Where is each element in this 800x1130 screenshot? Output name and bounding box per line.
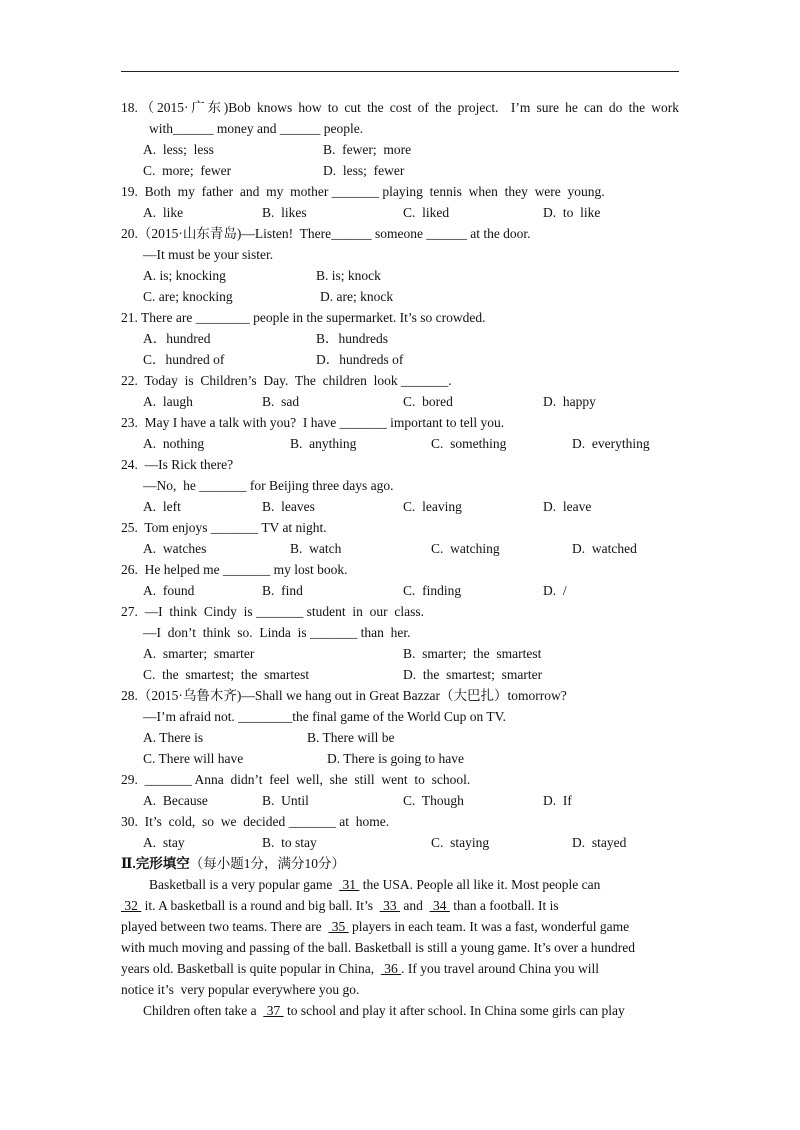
q26-stem: 26. He helped me _______ my lost book.	[121, 562, 348, 577]
q24-stem: 24. —Is Rick there?	[121, 457, 234, 472]
passage-text: to school and play it after school. In China some girls can play	[283, 1003, 625, 1018]
passage-line-7	[143, 1002, 625, 1020]
q27-option-a[interactable]: A. smarter; smarter	[143, 646, 255, 661]
blank-33[interactable]: 33	[379, 898, 400, 913]
q26-option-d[interactable]: D. /	[543, 583, 567, 598]
q26-option-c[interactable]: C. finding	[403, 583, 462, 598]
q18-stem-cont: with______ money and ______ people.	[149, 121, 364, 136]
q23-option-b[interactable]: B. anything	[290, 436, 357, 451]
passage-text: played between two teams. There are	[121, 919, 326, 934]
q25-option-c[interactable]: C. watching	[431, 541, 500, 556]
passage-line-2	[121, 897, 559, 915]
blank-36[interactable]: 36	[380, 961, 402, 976]
passage-line-6: notice it’s very popular everywhere you go.	[121, 982, 360, 997]
q23-option-a[interactable]: A. nothing	[143, 436, 205, 451]
q23-option-c[interactable]: C. something	[431, 436, 507, 451]
q30-stem: 30. It’s cold, so we decided _______ at home.	[121, 814, 390, 829]
q21-option-d[interactable]: D．hundreds of	[316, 352, 404, 367]
passage-text: Children often take a	[143, 1003, 260, 1018]
q22-option-d[interactable]: D. happy	[543, 394, 596, 409]
passage-text: it. A basketball is a round and big ball. It’s	[141, 898, 377, 913]
q28-option-a[interactable]: A. There is	[143, 730, 204, 745]
q30-option-c[interactable]: C. staying	[431, 835, 490, 850]
q30-option-b[interactable]: B. to stay	[262, 835, 317, 850]
q20-stem-cont: —It must be your sister.	[143, 247, 274, 262]
q21-stem: 21. There are ________ people in the supermarket. It’s so crowded.	[121, 310, 486, 325]
q28-option-c[interactable]: C. There will have	[143, 751, 244, 766]
q28-stem: 28.（2015·乌鲁木齐)—Shall we hang out in Great Bazzar（大巴扎）tomorrow?	[121, 688, 567, 703]
q23-option-d[interactable]: D. everything	[572, 436, 650, 451]
q19-stem: 19. Both my father and my mother _______ playing tennis when they were young.	[121, 184, 605, 199]
q30-option-a[interactable]: A. stay	[143, 835, 185, 850]
passage-line-4: with much moving and passing of the ball. Basketball is still a young game. It’s over a hundred	[121, 940, 636, 955]
q25-option-b[interactable]: B. watch	[290, 541, 342, 556]
section-2-title: Ⅱ.完形填空	[121, 856, 190, 871]
passage-line-5	[121, 960, 599, 978]
q22-stem: 22. Today is Children’s Day. The children look _______.	[121, 373, 452, 388]
q20-option-d[interactable]: D. are; knock	[320, 289, 394, 304]
q19-option-d[interactable]: D. to like	[543, 205, 601, 220]
header-rule	[121, 71, 679, 72]
q24-option-b[interactable]: B. leaves	[262, 499, 315, 514]
q19-option-a[interactable]: A. like	[143, 205, 184, 220]
q29-stem: 29. _______ Anna didn’t feel well, she still went to school.	[121, 772, 471, 787]
q28-stem-cont: —I’m afraid not. ________the final game of the World Cup on TV.	[143, 709, 506, 724]
q19-option-c[interactable]: C. liked	[403, 205, 450, 220]
q26-option-a[interactable]: A. found	[143, 583, 195, 598]
q29-option-c[interactable]: C. Though	[403, 793, 464, 808]
q22-option-a[interactable]: A. laugh	[143, 394, 193, 409]
q19-option-b[interactable]: B. likes	[262, 205, 307, 220]
q20-stem: 20.（2015·山东青岛)—Listen! There______ someone ______ at the door.	[121, 226, 531, 241]
q20-option-b[interactable]: B. is; knock	[316, 268, 381, 283]
blank-35[interactable]: 35	[328, 919, 349, 934]
q21-option-a[interactable]: A．hundred	[143, 331, 211, 346]
blank-34[interactable]: 34	[429, 898, 450, 913]
q24-stem-cont: —No, he _______ for Beijing three days ago.	[143, 478, 394, 493]
q27-stem-cont: —I don’t think so. Linda is _______ than her.	[143, 625, 411, 640]
blank-37[interactable]: 37	[263, 1003, 284, 1018]
q26-option-b[interactable]: B. find	[262, 583, 303, 598]
q22-option-c[interactable]: C. bored	[403, 394, 453, 409]
q27-option-d[interactable]: D. the smartest; smarter	[403, 667, 543, 682]
q20-option-c[interactable]: C. are; knocking	[143, 289, 233, 304]
q21-option-b[interactable]: B．hundreds	[316, 331, 388, 346]
q24-option-a[interactable]: A. left	[143, 499, 181, 514]
q24-option-d[interactable]: D. leave	[543, 499, 592, 514]
q29-option-d[interactable]: D. If	[543, 793, 572, 808]
passage-line-3	[121, 918, 629, 936]
q27-option-c[interactable]: C. the smartest; the smartest	[143, 667, 310, 682]
q25-option-a[interactable]: A. watches	[143, 541, 207, 556]
passage-text: and	[399, 898, 427, 913]
passage-text: . If you travel around China you will	[401, 961, 600, 976]
passage-line-1	[149, 876, 679, 894]
q23-stem: 23. May I have a talk with you? I have _______ important to tell you.	[121, 415, 505, 430]
section-2-note: （每小题1分，满分10分）	[189, 856, 346, 871]
q27-option-b[interactable]: B. smarter; the smartest	[403, 646, 542, 661]
q28-option-d[interactable]: D. There is going to have	[327, 751, 464, 766]
q18-stem: 18.（2015·广东)Bob knows how to cut the cost of the project. I’m sure he can do the work	[121, 100, 679, 115]
blank-31[interactable]: 31	[339, 877, 360, 892]
q25-option-d[interactable]: D. watched	[572, 541, 637, 556]
q20-option-a[interactable]: A. is; knocking	[143, 268, 226, 283]
q22-option-b[interactable]: B. sad	[262, 394, 300, 409]
q18-option-d[interactable]: D. less; fewer	[323, 163, 405, 178]
q27-stem: 27. —I think Cindy is _______ student in our class.	[121, 604, 424, 619]
q18-option-b[interactable]: B. fewer; more	[323, 142, 412, 157]
q21-option-c[interactable]: C．hundred of	[143, 352, 225, 367]
passage-text: players in each team. It was a fast, wonderful game	[348, 919, 630, 934]
section-2-heading	[121, 855, 345, 873]
passage-text: the USA. People all like it. Most people can	[359, 877, 601, 892]
q18-option-c[interactable]: C. more; fewer	[143, 163, 232, 178]
q29-option-a[interactable]: A. Because	[143, 793, 208, 808]
q30-option-d[interactable]: D. stayed	[572, 835, 627, 850]
q18-option-a[interactable]: A. less; less	[143, 142, 214, 157]
q25-stem: 25. Tom enjoys _______ TV at night.	[121, 520, 327, 535]
q24-option-c[interactable]: C. leaving	[403, 499, 462, 514]
blank-32[interactable]: 32	[121, 898, 142, 913]
passage-text: years old. Basketball is quite popular in China,	[121, 961, 378, 976]
passage-text: than a football. It is	[449, 898, 559, 913]
q28-option-b[interactable]: B. There will be	[307, 730, 395, 745]
q29-option-b[interactable]: B. Until	[262, 793, 309, 808]
passage-text: Basketball is a very popular game	[149, 877, 336, 892]
